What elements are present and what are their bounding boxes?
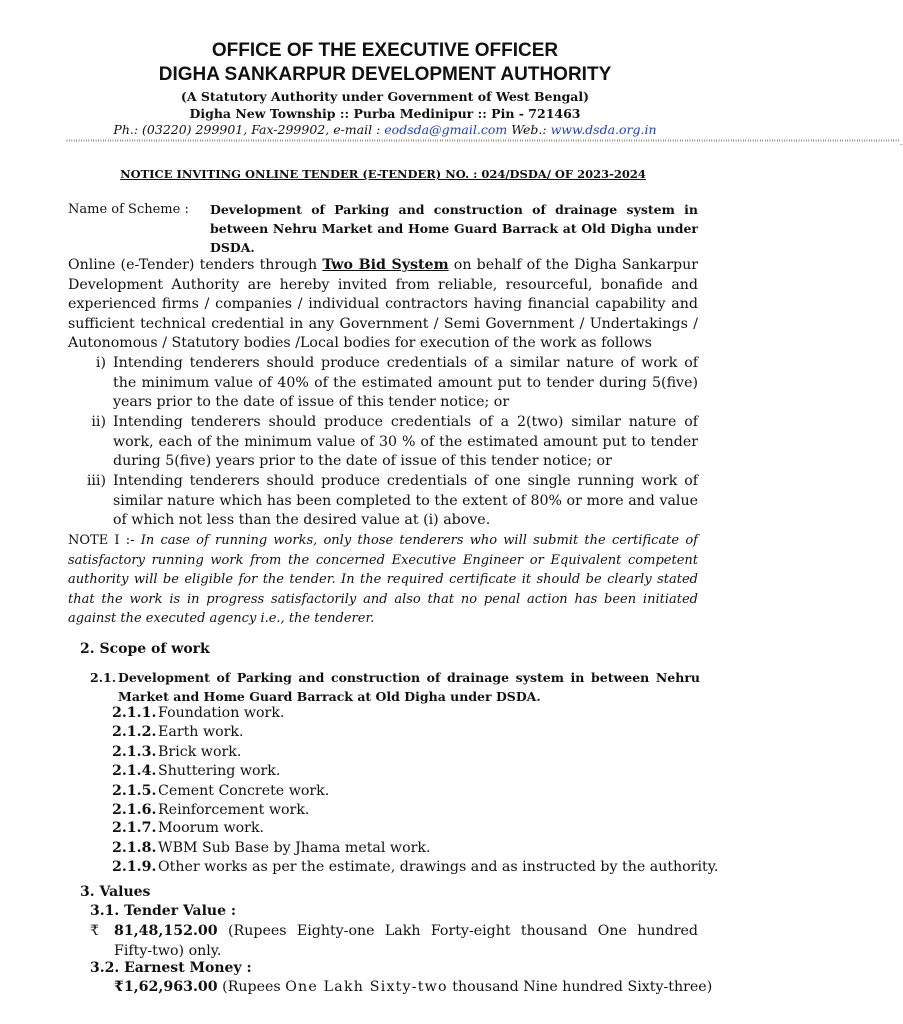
scope-sub-number: 2.1. (90, 670, 117, 685)
tender-amount: 81,48,152.00 (114, 923, 218, 939)
work-item-text: Shuttering work. (158, 763, 281, 779)
work-item (112, 783, 329, 799)
criteria-item (68, 413, 698, 473)
note-paragraph (68, 531, 698, 629)
intro-paragraph (68, 256, 698, 354)
earnest-words-end: thousand Nine hundred Sixty-three) (447, 979, 713, 995)
work-item-number: 2.1.8. (112, 840, 157, 856)
work-item (112, 763, 280, 779)
work-item-number: 2.1.9. (112, 859, 157, 875)
tender-amount-words: (Rupees Eighty-one Lakh Forty-eight thousand One hundred Fifty-two) only. (114, 923, 698, 959)
work-item-text: Earth work. (158, 724, 244, 740)
work-item-text: Cement Concrete work. (158, 783, 330, 799)
work-item-text: Other works as per the estimate, drawings and as instructed by the authority. (158, 859, 719, 875)
work-item-text: WBM Sub Base by Jhama metal work. (158, 840, 431, 856)
notice-title: NOTICE INVITING ONLINE TENDER (E-TENDER) NO. : 024/DSDA/ OF 2023-2024 (120, 167, 646, 181)
earnest-money-heading: 3.2. Earnest Money : (90, 960, 252, 976)
work-item-number: 2.1.3. (112, 744, 157, 760)
criteria-number: i) (95, 355, 106, 371)
rupee-symbol: ₹ (114, 979, 124, 995)
scope-heading: 2. Scope of work (80, 641, 210, 657)
note-prefix: NOTE I :- (68, 533, 141, 548)
office-title: OFFICE OF THE EXECUTIVE OFFICER (211, 40, 559, 61)
work-item-number: 2.1.7. (112, 820, 157, 836)
criteria-item (68, 472, 698, 532)
header-divider: ''''''''''''''''''''''''''''''''''''''''''''''''''''''''''''''''''''''''''''''''''''''''''''''''''''''''''''''''''''''''''''''''''''''''''''''''''''''''''''''''''''''''''''''''''''''''''''''''''''''''''''''''''''''''''''''''''''''''''''''''''''''''''''''''''''''''''''''''''''''''''''''''''''''''''''''''''''''''''''''''''''''''''''''''''''''''. (66, 139, 903, 147)
contact-phone-fax: Ph.: (03220) 299901, Fax-299902, e-mail : (113, 122, 385, 137)
criteria-number: iii) (86, 473, 106, 489)
scope-sub-text: Development of Parking and construction of drainage system in between Nehru Market and Home Guard Barrack at Old Digha under DSDA. (118, 670, 700, 704)
criteria-item (68, 354, 698, 414)
intro-text-end: on behalf of the Digha Sankarpur Development Authority are hereby invited from reliable, resourceful, bonafide and experienced firms / companies / individual contractors having financial capability and sufficient technical credential in any Government / Semi Government / Undertakings / Autonomous / Statutory bodies /Local bodies for execution of the work as follows (68, 257, 698, 352)
earnest-money-text (114, 978, 712, 998)
intro-text-start: Online (e-Tender) tenders through (68, 257, 323, 273)
work-item (112, 840, 431, 856)
earnest-amount: 1,62,963.00 (123, 979, 218, 995)
criteria-text: Intending tenderers should produce credentials of a 2(two) similar nature of work, each of the minimum value of 30 % of the estimated amount put to tender during 5(five) years prior to the date of issue of this tender notice; or (113, 414, 698, 470)
note-text: In case of running works, only those tenderers who will submit the certificate of satisfactory running work from the concerned Executive Engineer or Equivalent competent authority will be eligible for the tender. In the required certificate it should be clearly stated that the work is in progress satisfactorily and also that no penal action has been initiated against the executed agency i.e., the tenderer. (68, 533, 698, 626)
criteria-text: Intending tenderers should produce credentials of one single running work of similar nature which has been completed to the extent of 80% or more and value of which not less than the desired value at (i) above. (113, 473, 698, 529)
authority-title: DIGHA SANKARPUR DEVELOPMENT AUTHORITY (158, 64, 612, 85)
work-item-text: Moorum work. (158, 820, 265, 836)
values-heading: 3. Values (80, 884, 151, 900)
website-link[interactable]: www.dsda.org.in (550, 122, 657, 137)
work-item-number: 2.1.4. (112, 763, 157, 779)
earnest-words-spaced: One Lakh Sixty-two (285, 979, 448, 995)
work-item-text: Brick work. (158, 744, 242, 760)
rupee-symbol: ₹ (90, 923, 100, 939)
criteria-number: ii) (91, 414, 106, 430)
work-item-number: 2.1.5. (112, 783, 157, 799)
work-item (112, 859, 718, 875)
tender-value-heading: 3.1. Tender Value : (90, 903, 237, 919)
work-item (112, 820, 264, 836)
web-label: Web.: (507, 122, 551, 137)
bid-system: Two Bid System (322, 257, 449, 273)
address-line: Digha New Township :: Purba Medinipur :: Pin - 721463 (189, 106, 581, 121)
work-item (112, 744, 241, 760)
work-item-text: Foundation work. (158, 705, 285, 721)
tender-value-text (114, 922, 698, 961)
criteria-text: Intending tenderers should produce credentials of a similar nature of work of the minimum value of 40% of the estimated amount put to tender during 5(five) years prior to the date of issue of this tender notice; or (113, 355, 698, 411)
email-link[interactable]: eodsda@gmail.com (384, 122, 508, 137)
work-item (112, 724, 244, 740)
work-item-number: 2.1.2. (112, 724, 157, 740)
scheme-text: Development of Parking and construction of drainage system in between Nehru Market and Home Guard Barrack at Old Digha under DSDA. (210, 202, 698, 255)
authority-subtitle: (A Statutory Authority under Government of West Bengal) (180, 89, 590, 104)
work-item (112, 705, 284, 721)
earnest-words-start: (Rupees (217, 979, 286, 995)
work-item-number: 2.1.6. (112, 802, 157, 818)
contact-line (0, 122, 770, 137)
work-item-number: 2.1.1. (112, 705, 157, 721)
work-item (112, 802, 309, 818)
scope-subsection (90, 668, 700, 708)
work-item-text: Reinforcement work. (158, 802, 310, 818)
scheme-label: Name of Scheme : (68, 202, 189, 217)
